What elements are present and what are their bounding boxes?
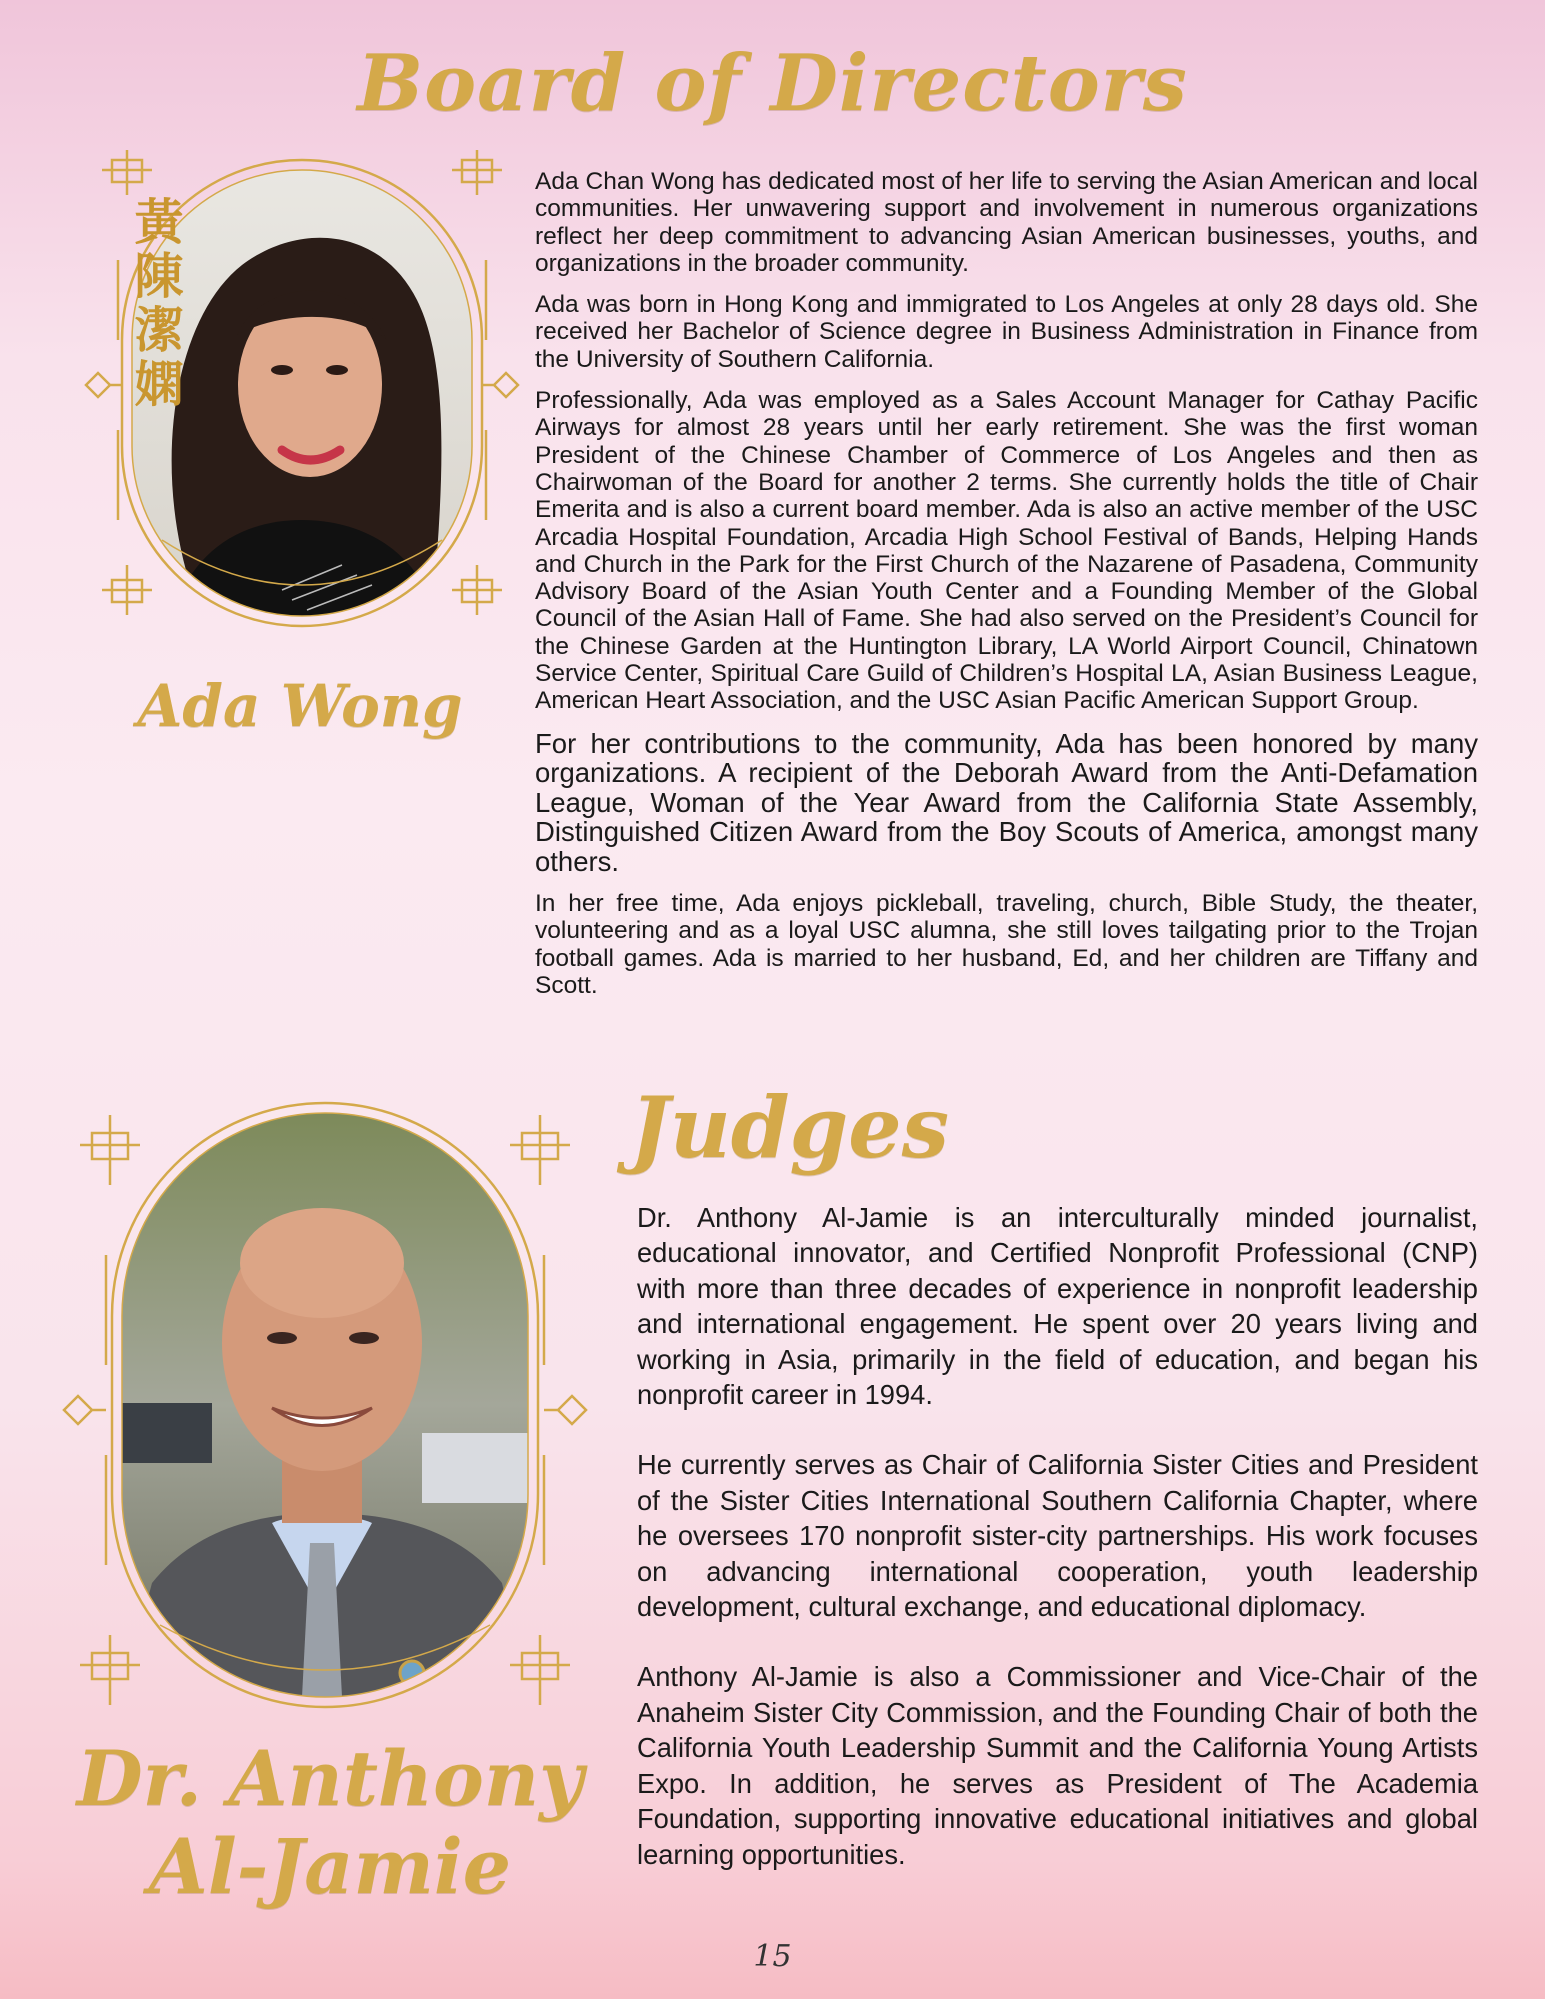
anthony-name (70, 1735, 590, 1911)
ada-name: Ada Wong (137, 672, 463, 740)
anthony-name-line-2: Al-Jamie (148, 1822, 512, 1911)
anthony-portrait-frame (60, 1095, 590, 1715)
ada-portrait-frame (82, 140, 522, 640)
anthony-bio-paragraph: He currently serves as Chair of California Sister Cities and President of the Sister Cities International Southern California Chapter, where he oversees 170 nonprofit sister-city partnerships. His work focuses on advancing international cooperation, youth leadership development, cultural exchange, and educational diplomacy. (637, 1449, 1478, 1623)
ada-bio-paragraph: Ada Chan Wong has dedicated most of her life to serving the Asian American and local communities. Her unwavering support and involvement in numerous organizations reflect her deep commitment to advancing Asian American businesses, youths, and organizations in the broader community. (535, 168, 1478, 277)
ada-bio-paragraph: In her free time, Ada enjoys pickleball, traveling, church, Bible Study, the theater, volunteering and as a loyal USC alumna, she still loves tailgating prior to the Trojan football games. Ada is married to her husband, Ed, and her children are Tiffany and Scott. (535, 890, 1478, 1000)
ada-bio-paragraph: For her contributions to the community, Ada has been honored by many organizations. A recipient of the Deborah Award from the Anti-Defamation League, Woman of the Year Award from the California State Assembly, Distinguished Citizen Award from the Boy Scouts of America, amongst many others. (535, 727, 1478, 877)
section-title: Board of Directors (357, 38, 1188, 129)
ada-bio-paragraph: Professionally, Ada was employed as a Sales Account Manager for Cathay Pacific Airways for almost 28 years until her early retirement. She was the first woman President of the Chinese Chamber of Commerce of Los Angeles and then as Chairwoman of the Board for another 2 terms. She currently holds the title of Chair Emerita and is also a current board member. Ada is also an active member of the USC Arcadia Hospital Foundation, Arcadia High School Festival of Bands, Helping Hands and Church in the Park for the First Church of the Nazarene of Pasadena, Community Advisory Board of the Asian Youth Center and a Founding Member of the Global Council of the Asian Hall of Fame. She had also served on the President’s Council for the Chinese Garden at the Huntington Library, LA World Airport Council, Chinatown Service Center, Spiritual Care Guild of Children’s Hospital LA, Asian Business League, American Heart Association, and the USC Asian Pacific American Support Group. (535, 387, 1478, 715)
anthony-bio (637, 1200, 1478, 1907)
ada-bio (535, 168, 1478, 1013)
anthony-ornament-border (60, 1095, 590, 1715)
anthony-bio-paragraph: Dr. Anthony Al-Jamie is an interculturally minded journalist, educational innovator, and Certified Nonprofit Professional (CNP) with more than three decades of experience in nonprofit leadership and international engagement. He spent over 20 years living and working in Asia, primarily in the field of education, and began his nonprofit career in 1994. (637, 1202, 1478, 1411)
anthony-name-line-1: Dr. Anthony (76, 1734, 584, 1823)
ada-bio-paragraph: Ada was born in Hong Kong and immigrated to Los Angeles at only 28 days old. She received her Bachelor of Science degree in Business Administration in Finance from the University of Southern California. (535, 291, 1478, 373)
ada-chinese-name: 黃陳潔嫻 (134, 194, 184, 413)
anthony-bio-paragraph: Anthony Al-Jamie is also a Commissioner and Vice-Chair of the Anaheim Sister City Commission, and the Founding Chair of both the California Youth Leadership Summit and the California Young Artists Expo. In addition, he serves as President of The Academia Foundation, supporting innovative educational initiatives and global learning opportunities. (637, 1661, 1478, 1870)
page-number: 15 (753, 1939, 792, 1974)
judges-title: Judges (630, 1078, 950, 1177)
